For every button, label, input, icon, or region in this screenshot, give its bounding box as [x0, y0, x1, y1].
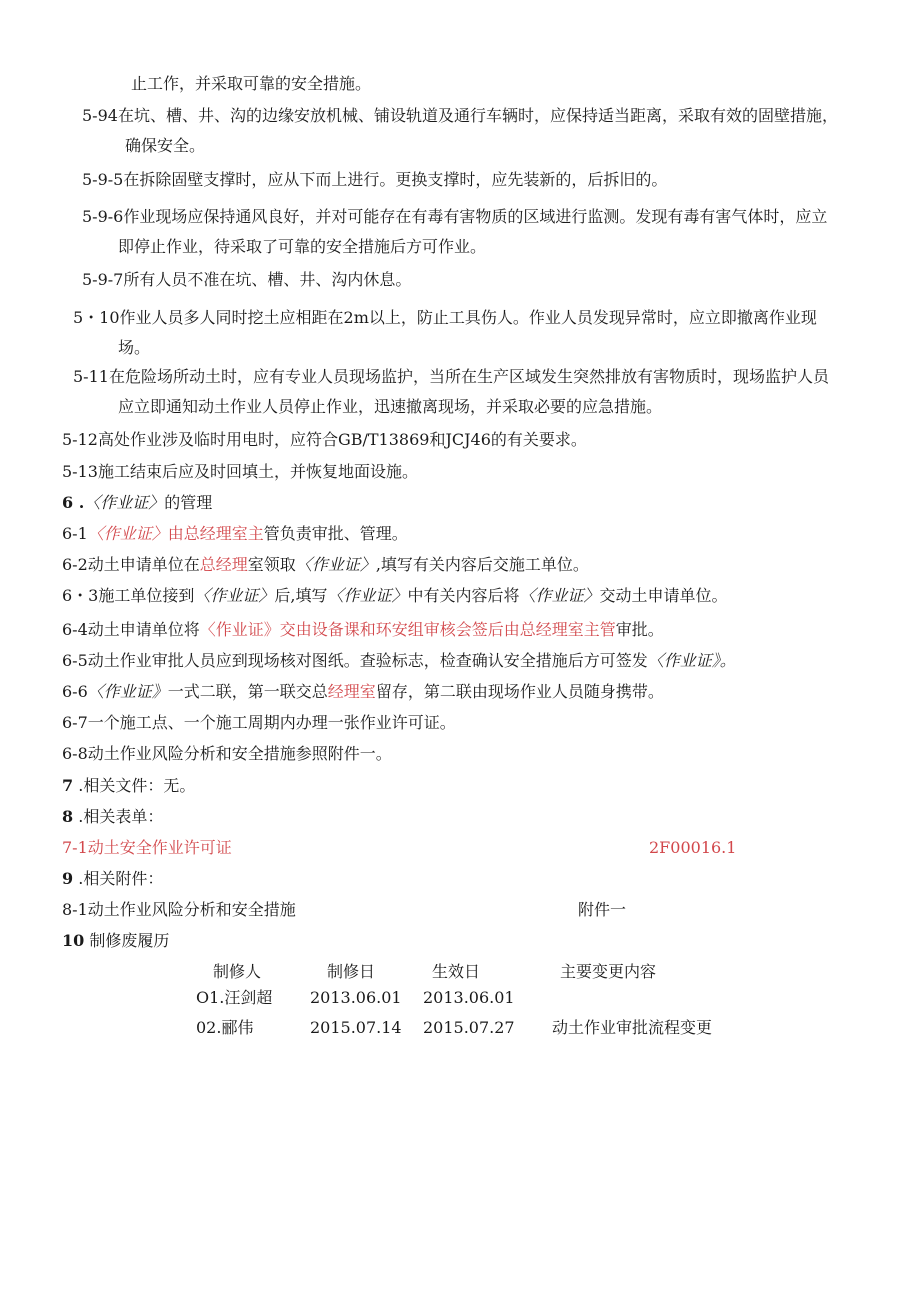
clause-6-7: 6-7一个施工点、一个施工周期内办理一张作业许可证。	[62, 713, 456, 732]
clause-6-3: 6・3施工单位接到〈作业证〉后,填写〈作业证〉中有关内容后将〈作业证〉交动土申请单位。	[62, 586, 728, 605]
clause-5-9-5: 5-9-5在拆除固壁支撑时，应从下而上进行。更换支撑时，应先装新的，后拆旧的。	[82, 170, 668, 189]
form-item-label: 7-1动土安全作业许可证	[62, 838, 232, 857]
form-item-code: 2F00016.1	[649, 838, 737, 857]
clause-5-9-6: 5-9-6作业现场应保持通风良好，并对可能存在有毒有害物质的区域进行监测。发现有毒有害气体时，应立	[82, 207, 828, 226]
table-header: 制修人	[213, 962, 262, 981]
table-cell: 2013.06.01	[310, 988, 402, 1007]
clause-6-8: 6-8动土作业风险分析和安全措施参照附件一。	[62, 744, 392, 763]
clause-6-4: 6-4动土申请单位将〈作业证》交由设备课和环安组审核会签后由总经理室主管审批。	[62, 620, 664, 639]
table-header: 生效日	[432, 962, 481, 981]
table-cell: 2015.07.14	[310, 1018, 402, 1037]
attachment-ref: 附件一	[578, 900, 627, 919]
section-10-heading: 10 制修废履历	[62, 931, 170, 950]
text-line: 即停止作业，待采取了可靠的安全措施后方可作业。	[118, 237, 487, 256]
section-8-heading: 8 .相关表单：	[62, 807, 164, 826]
clause-5-11: 5-11在危险场所动土时，应有专业人员现场监护，当所在生产区域发生突然排放有害物质时，现场监护人员	[73, 367, 829, 386]
clause-5-12: 5-12高处作业涉及临时用电时，应符合GB/T13869和JCJ46的有关要求。	[62, 430, 587, 449]
text-line: 止工作，并采取可靠的安全措施。	[131, 74, 372, 93]
table-cell: 动土作业审批流程变更	[552, 1018, 713, 1037]
table-header: 制修日	[327, 962, 376, 981]
section-9-heading: 9 .相关附件：	[62, 869, 164, 888]
section-7-heading: 7 .相关文件：无。	[62, 776, 196, 795]
text-line: 场。	[118, 338, 151, 357]
attachment-label: 8-1动土作业风险分析和安全措施	[62, 900, 296, 919]
table-cell: 2013.06.01	[423, 988, 515, 1007]
clause-5-9-4: 5-94在坑、槽、井、沟的边缘安放机械、铺设轨道及通行车辆时，应保持适当距离，采取有效的固壁措施，	[82, 106, 838, 125]
clause-6-2: 6-2动土申请单位在总经理室领取〈作业证〉,填写有关内容后交施工单位。	[62, 555, 589, 574]
text-line: 应立即通知动土作业人员停止作业，迅速撤离现场，并采取必要的应急措施。	[118, 397, 663, 416]
table-cell: O1.汪剑超	[196, 988, 273, 1007]
clause-6-1: 6-1〈作业证〉由总经理室主管负责审批、管理。	[62, 524, 408, 543]
section-6-heading: 6 .〈作业证〉的管理	[62, 493, 213, 512]
clause-6-6: 6-6〈作业证》一式二联，第一联交总经理室留存，第二联由现场作业人员随身携带。	[62, 682, 664, 701]
clause-6-5: 6-5动土作业审批人员应到现场核对图纸。查验标志，检查确认安全措施后方可签发〈作业证》。	[62, 651, 736, 670]
clause-5-9-7: 5-9-7所有人员不准在坑、槽、井、沟内休息。	[82, 270, 412, 289]
clause-5-10: 5・10作业人员多人同时挖土应相距在2m以上，防止工具伤人。作业人员发现异常时，应立即撤离作业现	[73, 308, 817, 327]
clause-5-13: 5-13施工结束后应及时回填土，并恢复地面设施。	[62, 462, 418, 481]
text-line: 确保安全。	[125, 136, 206, 155]
table-header: 主要变更内容	[560, 962, 657, 981]
table-cell: 02.郦伟	[196, 1018, 254, 1037]
table-cell: 2015.07.27	[423, 1018, 515, 1037]
